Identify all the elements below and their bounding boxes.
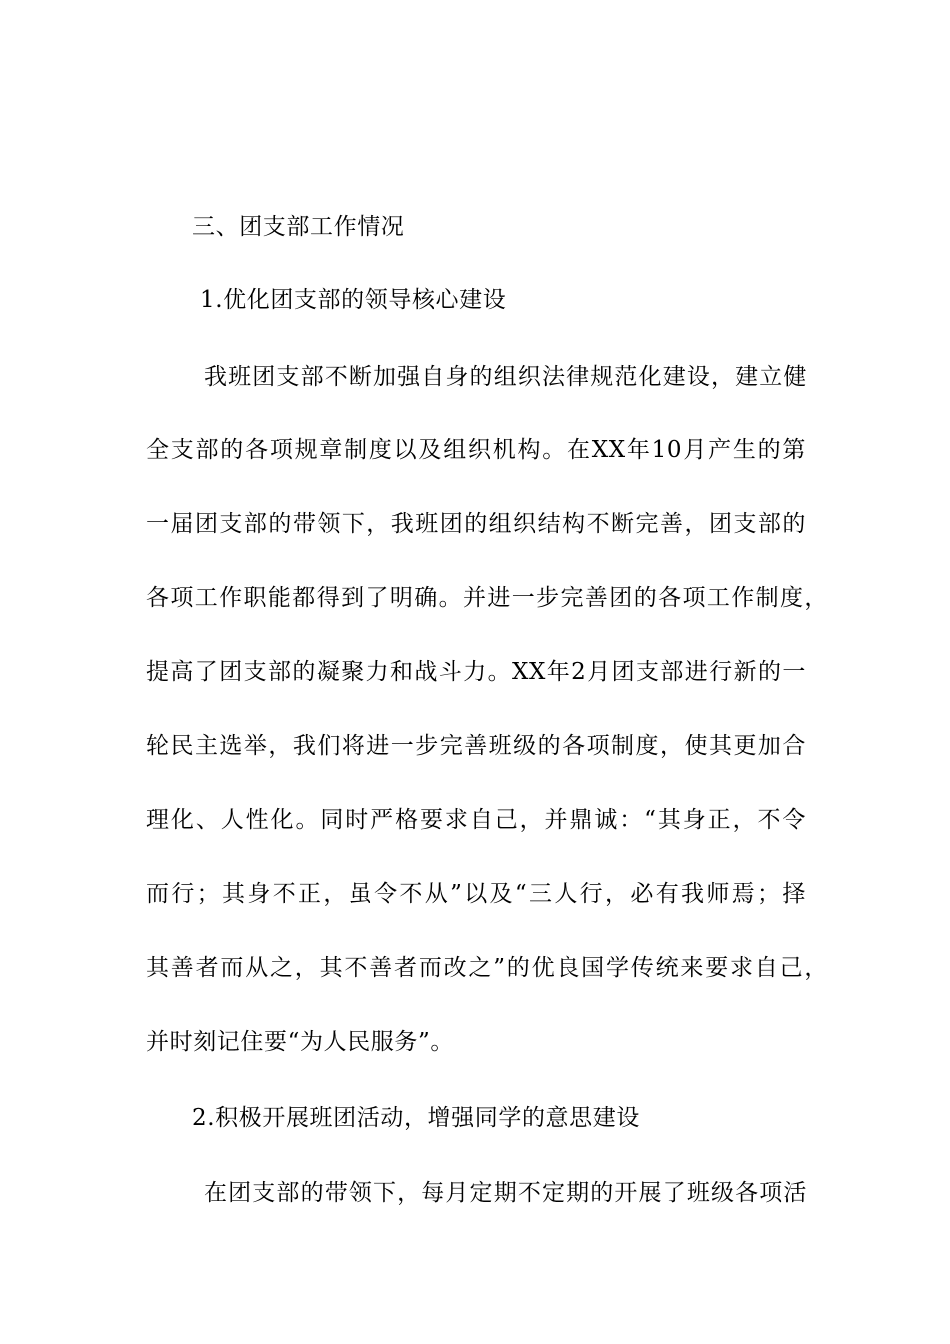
paragraph-1-line-2: 全支部的各项规章制度以及组织机构。在XX年10月产生的第 (146, 437, 806, 463)
paragraph-1-line-3: 一届团支部的带领下，我班团的组织结构不断完善，团支部的 (146, 511, 806, 537)
section-heading: 三、团支部工作情况 (192, 214, 405, 240)
paragraph-1-line-6: 轮民主选举，我们将进一步完善班级的各项制度，使其更加合 (146, 733, 806, 759)
subheading-2: 2.积极开展班团活动，增强同学的意思建设 (192, 1105, 640, 1131)
paragraph-1-line-1: 我班团支部不断加强自身的组织法律规范化建设，建立健 (204, 364, 807, 390)
paragraph-1-line-4: 各项工作职能都得到了明确。并进一步完善团的各项工作制度， (146, 585, 828, 611)
paragraph-1-line-8: 而行；其身不正，虽令不从”以及“三人行，必有我师焉；择 (146, 881, 806, 907)
paragraph-1-line-7: 理化、人性化。同时严格要求自己，并鼎诚：“其身正，不令 (146, 807, 806, 833)
paragraph-1-line-5: 提高了团支部的凝聚力和战斗力。XX年2月团支部进行新的一 (146, 659, 806, 685)
paragraph-1-line-9: 其善者而从之，其不善者而改之”的优良国学传统来要求自己， (146, 955, 828, 981)
subheading-1: 1.优化团支部的领导核心建设 (200, 287, 507, 313)
paragraph-2-line-1: 在团支部的带领下，每月定期不定期的开展了班级各项活 (204, 1180, 807, 1206)
paragraph-1-line-10: 并时刻记住要“为人民服务”。 (146, 1029, 454, 1055)
